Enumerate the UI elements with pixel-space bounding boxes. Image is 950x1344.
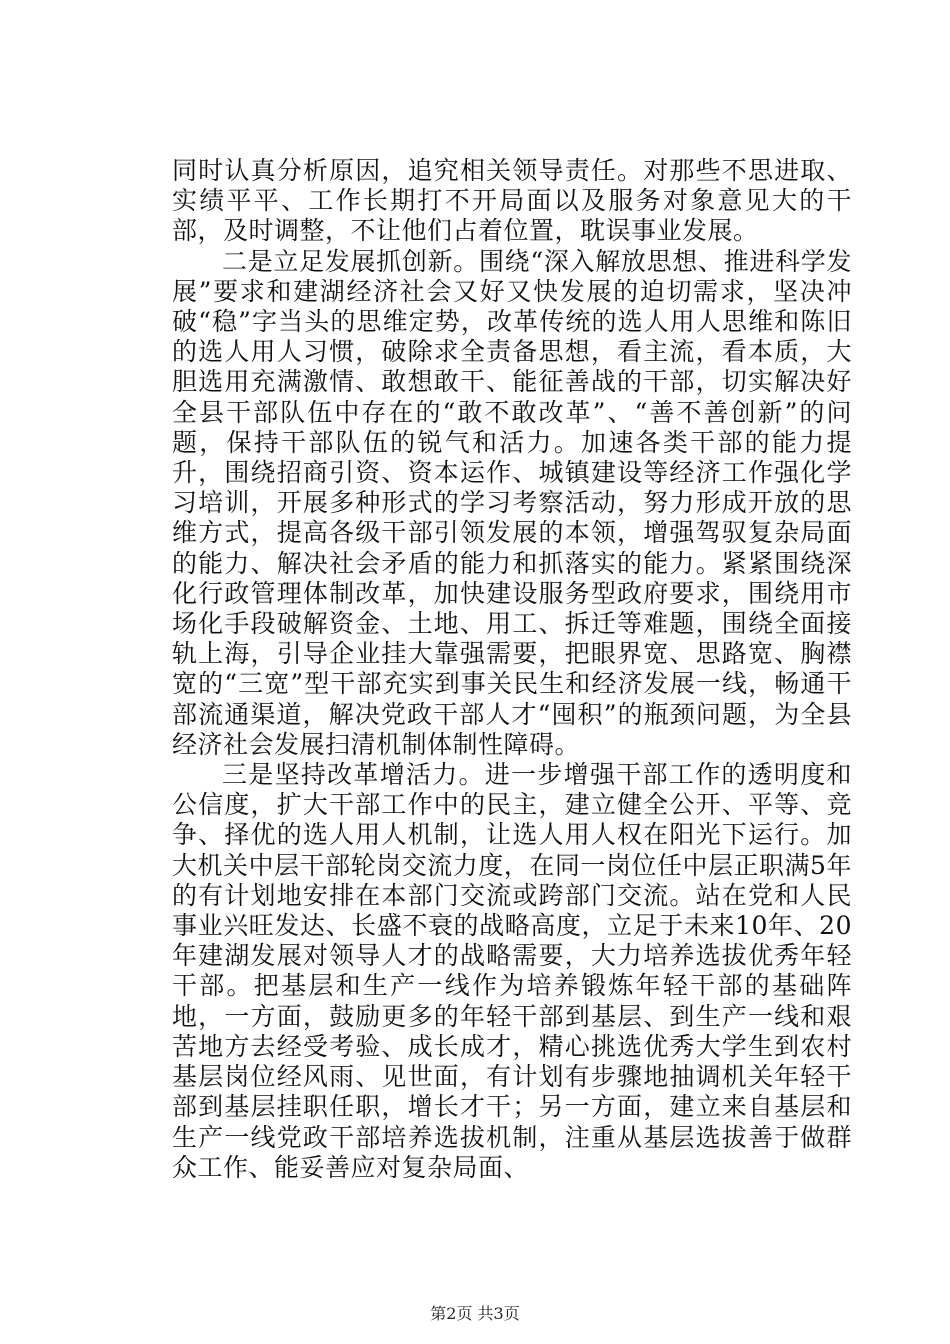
document-body <box>172 156 852 1183</box>
page-number-footer: 第2页 共3页 <box>430 1304 520 1323</box>
paragraph-innovation: 二是立足发展抓创新。围绕“深入解放思想、推进科学发展”要求和建湖经济社会又好又快发展的迫切需求，坚决冲破“稳”字当头的思维定势，改革传统的选人用人思维和陈旧的选人用人习惯，破除求全责备思想，看主流，看本质，大胆选用充满激情、敢想敢干、能征善战的干部，切实解决好全县干部队伍中存在的“敢不敢改革”、“善不善创新”的问题，保持干部队伍的锐气和活力。加速各类干部的能力提升，围绕招商引资、资本运作、城镇建设等经济工作强化学习培训，开展多种形式的学习考察活动，努力形成开放的思维方式，提高各级干部引领发展的本领，增强驾驭复杂局面的能力、解决社会矛盾的能力和抓落实的能力。紧紧围绕深化行政管理体制改革，加快建设服务型政府要求，围绕用市场化手段破解资金、土地、用工、拆迁等难题，围绕全面接轨上海，引导企业挂大靠强需要，把眼界宽、思路宽、胸襟宽的“三宽”型干部充实到事关民生和经济发展一线，畅通干部流通渠道，解决党政干部人才“囤积”的瓶颈问题，为全县经济社会发展扫清机制体制性障碍。 <box>172 246 852 759</box>
paragraph-reform: 三是坚持改革增活力。进一步增强干部工作的透明度和公信度，扩大干部工作中的民主，建立健全公开、平等、竞争、择优的选人用人机制，让选人用人权在阳光下运行。加大机关中层干部轮岗交流力度，在同一岗位任中层正职满5年的有计划地安排在本部门交流或跨部门交流。站在党和人民事业兴旺发达、长盛不衰的战略高度，立足于未来10年、20年建湖发展对领导人才的战略需要，大力培养选拔优秀年轻干部。把基层和生产一线作为培养锻炼年轻干部的基础阵地，一方面，鼓励更多的年轻干部到基层、到生产一线和艰苦地方去经受考验、成长成才，精心挑选优秀大学生到农村基层岗位经风雨、见世面，有计划有步骤地抽调机关年轻干部到基层挂职任职，增长才干；另一方面，建立来自基层和生产一线党政干部培养选拔机制，注重从基层选拔善于做群众工作、能妥善应对复杂局面、 <box>172 760 852 1182</box>
paragraph-continuation: 同时认真分析原因，追究相关领导责任。对那些不思进取、实绩平平、工作长期打不开局面以及服务对象意见大的干部，及时调整，不让他们占着位置，耽误事业发展。 <box>172 156 852 246</box>
